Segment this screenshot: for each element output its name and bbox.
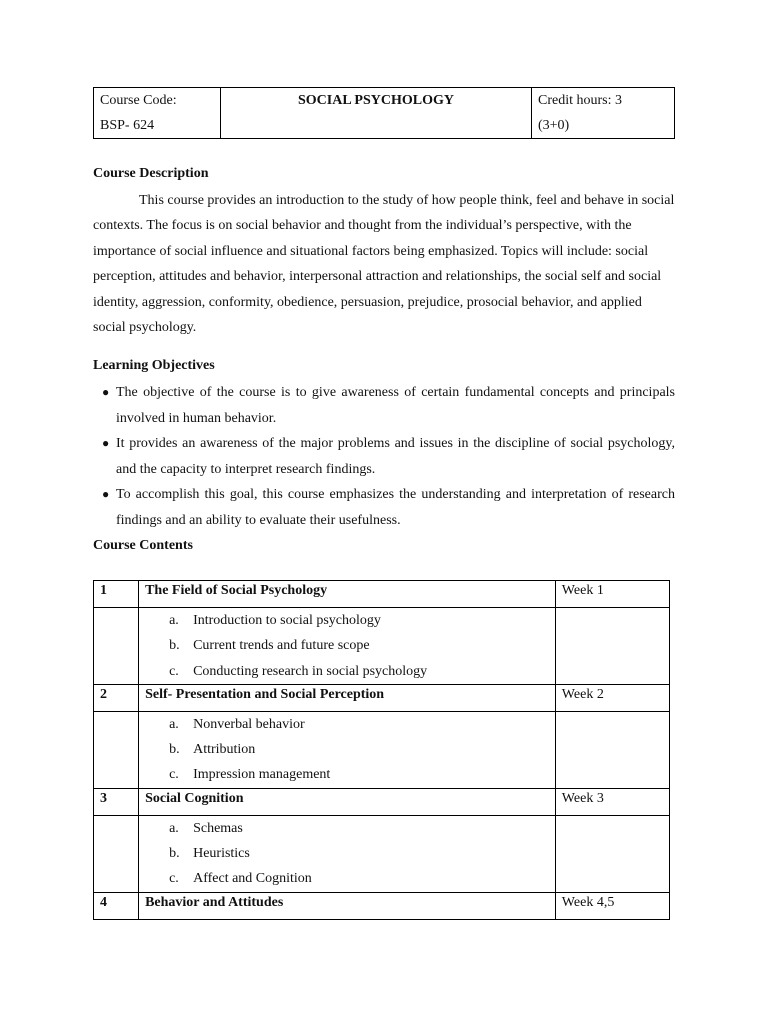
unit-number: 4 <box>94 892 139 919</box>
learning-objectives-heading: Learning Objectives <box>93 358 215 373</box>
subtopic-item <box>145 737 549 762</box>
unit-number: 3 <box>94 788 139 815</box>
course-code-cell <box>94 88 221 139</box>
bullet-icon: ● <box>102 487 110 502</box>
objective-item <box>93 380 675 431</box>
subtopic-text: Current trends and future scope <box>193 638 370 654</box>
subtopics-cell <box>139 608 556 685</box>
unit-subtopics-row <box>94 711 670 788</box>
subtopic-item <box>145 633 549 658</box>
credit-hours-value: (3+0) <box>538 118 570 133</box>
subtopic-letter: a. <box>169 716 179 732</box>
unit-week: Week 3 <box>555 788 669 815</box>
subtopic-item <box>145 762 549 787</box>
course-header-table <box>93 87 675 139</box>
subtopics-cell <box>139 815 556 892</box>
course-description-paragraph <box>93 188 675 340</box>
objective-item <box>93 431 675 482</box>
course-description-text: This course provides an introduction to the study of how people think, feel and behave in social contexts. The focus is on social behavior and thought from the individual’s perspective, with the importance of social influence and situational factors being emphasized. Topics will include: social perception, attitudes and behavior, interpersonal attraction and relationships, the social self and social identity, aggression, conformity, obedience, persuasion, prejudice, prosocial behavior, and applied social psychology. <box>93 193 675 336</box>
learning-objectives-list <box>93 380 675 534</box>
empty-cell <box>555 711 669 788</box>
subtopic-list <box>145 712 549 788</box>
subtopic-item <box>145 841 549 866</box>
credit-hours-label: Credit hours: 3 <box>538 93 622 108</box>
subtopic-letter: c. <box>169 663 179 679</box>
objective-text: To accomplish this goal, this course emphasizes the understanding and interpretation of research findings and an ability to evaluate their usefulness. <box>116 487 675 528</box>
empty-cell <box>94 711 139 788</box>
unit-title: Self- Presentation and Social Perception <box>139 684 556 711</box>
unit-title: Social Cognition <box>139 788 556 815</box>
subtopic-text: Introduction to social psychology <box>193 613 381 628</box>
unit-header-row <box>94 684 670 711</box>
subtopics-cell <box>139 711 556 788</box>
subtopic-item <box>145 659 549 684</box>
empty-cell <box>555 608 669 685</box>
subtopic-item <box>145 712 549 737</box>
unit-week: Week 2 <box>555 684 669 711</box>
empty-cell <box>555 815 669 892</box>
subtopic-text: Nonverbal behavior <box>193 716 305 732</box>
course-code-label: Course Code: <box>100 93 177 108</box>
subtopic-letter: c. <box>169 767 179 783</box>
unit-subtopics-row <box>94 815 670 892</box>
bullet-icon: ● <box>102 385 110 399</box>
course-contents-table <box>93 580 670 920</box>
subtopic-list <box>145 816 549 892</box>
unit-header-row <box>94 581 670 608</box>
subtopic-letter: b. <box>169 846 180 862</box>
unit-number: 1 <box>94 581 139 608</box>
unit-title: Behavior and Attitudes <box>139 892 556 919</box>
credit-hours-cell <box>532 88 675 139</box>
objective-text: The objective of the course is to give awareness of certain fundamental concepts and principals involved in human behavior. <box>116 385 675 426</box>
subtopic-letter: b. <box>169 638 180 654</box>
subtopic-letter: a. <box>169 820 179 836</box>
subtopic-list <box>145 608 549 684</box>
empty-cell <box>94 608 139 685</box>
empty-cell <box>94 815 139 892</box>
unit-number: 2 <box>94 684 139 711</box>
objective-item <box>93 482 675 533</box>
subtopic-item <box>145 816 549 841</box>
course-title: SOCIAL PSYCHOLOGY <box>221 88 532 139</box>
unit-week: Week 1 <box>555 581 669 608</box>
subtopic-text: Schemas <box>193 820 243 836</box>
subtopic-item <box>145 866 549 891</box>
course-code-value: BSP- 624 <box>100 118 155 133</box>
course-description-heading: Course Description <box>93 166 209 181</box>
subtopic-text: Attribution <box>193 742 256 758</box>
bullet-icon: ● <box>102 436 110 451</box>
subtopic-letter: b. <box>169 742 180 758</box>
objective-text: It provides an awareness of the major problems and issues in the discipline of social psychology, and the capacity to interpret research findings. <box>116 436 675 477</box>
unit-subtopics-row <box>94 608 670 685</box>
course-contents-heading: Course Contents <box>93 538 193 553</box>
subtopic-text: Conducting research in social psychology <box>193 663 428 679</box>
unit-title: The Field of Social Psychology <box>139 581 556 608</box>
unit-header-row <box>94 892 670 919</box>
unit-week: Week 4,5 <box>555 892 669 919</box>
unit-header-row <box>94 788 670 815</box>
subtopic-text: Impression management <box>193 767 331 783</box>
subtopic-letter: c. <box>169 871 179 887</box>
subtopic-item <box>145 608 549 633</box>
subtopic-text: Affect and Cognition <box>193 871 312 887</box>
subtopic-text: Heuristics <box>193 846 250 862</box>
subtopic-letter: a. <box>169 613 179 628</box>
